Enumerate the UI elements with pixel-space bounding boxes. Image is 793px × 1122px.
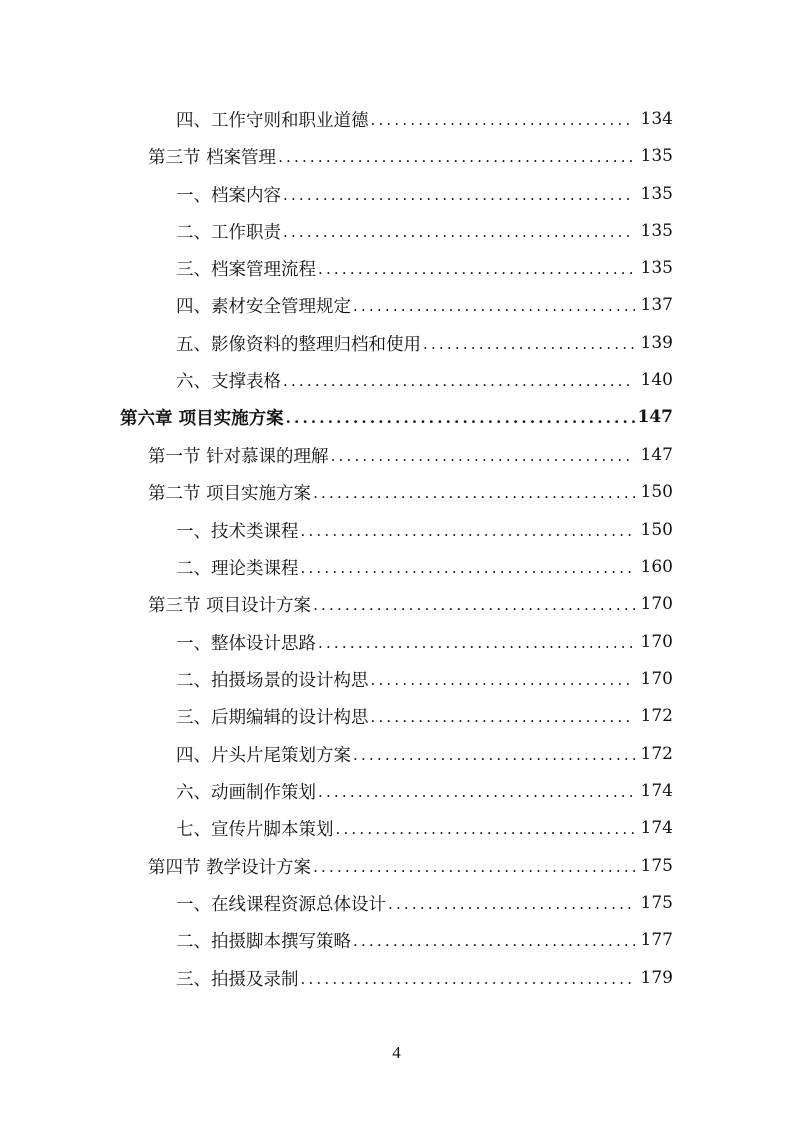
toc-entry[interactable] — [176, 776, 673, 806]
toc-entry-label: 六、动画制作策划 — [176, 782, 316, 803]
toc-leader-dots — [336, 818, 636, 838]
toc-leader-dots — [313, 594, 635, 614]
toc-entry-page: 179 — [640, 968, 673, 988]
toc-leader-dots — [278, 146, 635, 166]
toc-entry-page: 160 — [640, 557, 673, 577]
toc-entry-page: 135 — [640, 146, 673, 166]
toc-entry[interactable] — [176, 365, 673, 395]
toc-entry-page: 170 — [640, 669, 673, 689]
toc-entry-label: 一、在线课程资源总体设计 — [176, 894, 386, 915]
toc-leader-dots — [371, 706, 636, 726]
toc-leader-dots — [318, 632, 635, 652]
toc-entry[interactable] — [176, 552, 673, 582]
toc-entry[interactable] — [176, 701, 673, 731]
toc-entry-label: 一、档案内容 — [176, 185, 281, 206]
toc-entry-label: 四、素材安全管理规定 — [176, 296, 351, 317]
toc-entry-label: 七、宣传片脚本策划 — [176, 819, 334, 840]
toc-entry-label: 第六章 项目实施方案 — [120, 408, 284, 429]
toc-leader-dots — [423, 333, 635, 353]
toc-leader-dots — [283, 221, 635, 241]
toc-leader-dots — [318, 258, 635, 278]
toc-entry-label: 第四节 教学设计方案 — [148, 857, 312, 878]
toc-entry-label: 五、影像资料的整理归档和使用 — [176, 334, 421, 355]
page-number: 4 — [392, 1043, 401, 1062]
toc-leader-dots — [301, 968, 636, 988]
toc-entry[interactable] — [148, 589, 673, 619]
toc-entry-page: 175 — [640, 856, 673, 876]
toc-leader-dots — [301, 557, 636, 577]
toc-entry[interactable] — [148, 141, 673, 171]
toc-entry[interactable] — [176, 925, 673, 955]
toc-entry[interactable] — [176, 216, 673, 246]
toc-entry-label: 一、整体设计思路 — [176, 633, 316, 654]
toc-entry[interactable] — [176, 664, 673, 694]
toc-leader-dots — [353, 744, 635, 764]
toc-entry-label: 四、片头片尾策划方案 — [176, 745, 351, 766]
toc-entry-label: 第二节 项目实施方案 — [148, 483, 312, 504]
toc-entry-page: 170 — [640, 632, 673, 652]
toc-entry-page: 135 — [640, 221, 673, 241]
toc-entry-page: 135 — [640, 184, 673, 204]
toc-entry[interactable] — [176, 328, 673, 358]
toc-leader-dots — [283, 370, 635, 390]
toc-leader-dots — [331, 445, 635, 465]
toc-entry[interactable] — [148, 440, 673, 470]
toc-leader-dots — [371, 669, 636, 689]
toc-entry-page: 174 — [640, 818, 673, 838]
toc-leader-dots — [301, 520, 636, 540]
toc-entry-label: 三、后期编辑的设计构思 — [176, 707, 369, 728]
toc-entry-label: 三、拍摄及录制 — [176, 969, 299, 990]
toc-leader-dots — [283, 184, 635, 204]
toc-entry-label: 第三节 档案管理 — [148, 147, 277, 168]
toc-chapter-entry[interactable] — [120, 402, 673, 432]
toc-entry[interactable] — [176, 813, 673, 843]
toc-entry-label: 一、技术类课程 — [176, 521, 299, 542]
toc-entry[interactable] — [176, 104, 673, 134]
toc-entry[interactable] — [176, 963, 673, 993]
toc-entry-page: 177 — [640, 930, 673, 950]
toc-entry[interactable] — [176, 739, 673, 769]
toc-entry-label: 二、理论类课程 — [176, 558, 299, 579]
toc-entry-page: 140 — [640, 370, 673, 390]
toc-entry[interactable] — [148, 851, 673, 881]
toc-entry-page: 172 — [640, 744, 673, 764]
toc-entry[interactable] — [176, 290, 673, 320]
toc-leader-dots — [353, 930, 635, 950]
toc-entry-page: 170 — [640, 594, 673, 614]
toc-entry[interactable] — [176, 179, 673, 209]
toc-entry-page: 150 — [640, 482, 673, 502]
toc-leader-dots — [371, 109, 636, 129]
toc-leader-dots — [286, 407, 635, 427]
toc-leader-dots — [388, 893, 635, 913]
toc-leader-dots — [353, 295, 635, 315]
toc-entry-label: 三、档案管理流程 — [176, 259, 316, 280]
toc-leader-dots — [313, 482, 635, 502]
toc-leader-dots — [313, 856, 635, 876]
toc-entry-label: 二、拍摄脚本撰写策略 — [176, 931, 351, 952]
toc-entry-page: 135 — [640, 258, 673, 278]
toc-entry-page: 139 — [640, 333, 673, 353]
toc-entry-label: 二、工作职责 — [176, 222, 281, 243]
toc-entry-page: 174 — [640, 781, 673, 801]
toc-entry[interactable] — [176, 253, 673, 283]
toc-entry-page: 134 — [640, 109, 673, 129]
toc-entry-label: 四、工作守则和职业道德 — [176, 110, 369, 131]
toc-entry[interactable] — [176, 515, 673, 545]
toc-entry[interactable] — [176, 627, 673, 657]
toc-entry-label: 二、拍摄场景的设计构思 — [176, 670, 369, 691]
toc-entry-page: 147 — [640, 445, 673, 465]
toc-entry[interactable] — [176, 888, 673, 918]
toc-entry-page: 137 — [640, 295, 673, 315]
toc-entry-label: 六、支撑表格 — [176, 371, 281, 392]
toc-entry-page: 150 — [640, 520, 673, 540]
toc-entry-label: 第一节 针对慕课的理解 — [148, 446, 329, 467]
toc-entry-page: 175 — [640, 893, 673, 913]
toc-entry[interactable] — [148, 477, 673, 507]
toc-entry-label: 第三节 项目设计方案 — [148, 595, 312, 616]
toc-entry-page: 147 — [637, 407, 673, 427]
toc-leader-dots — [318, 781, 635, 801]
toc-entry-page: 172 — [640, 706, 673, 726]
